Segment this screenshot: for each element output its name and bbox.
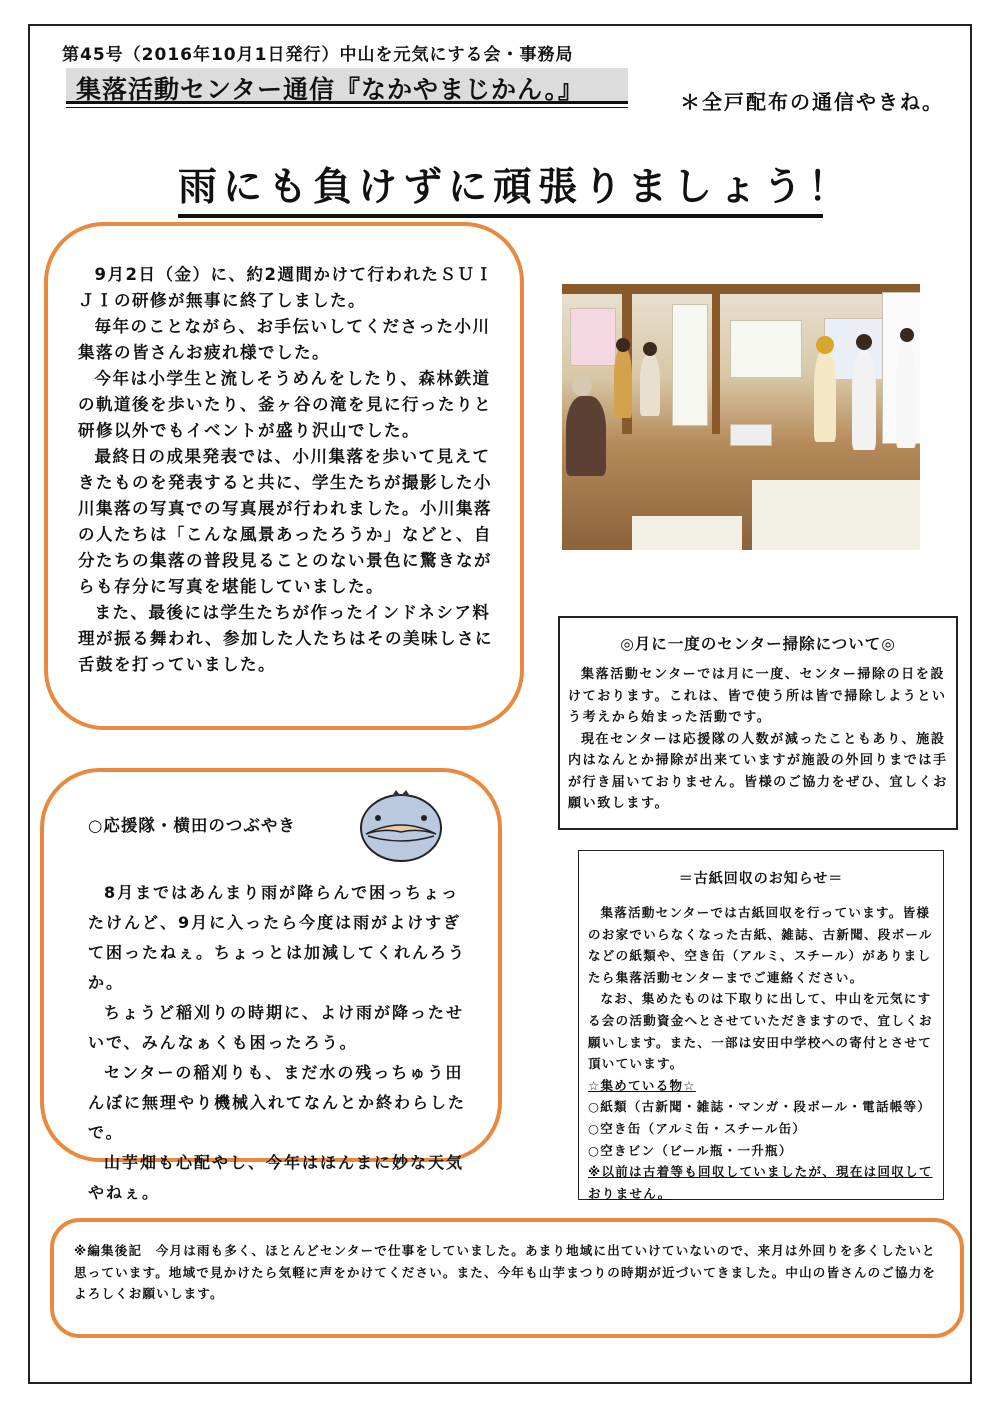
collect-item: ○空きビン（ビール瓶・一升瓶） xyxy=(588,1142,793,1158)
editor-note: ※編集後記 今月は雨も多く、ほとんどセンターで仕事をしていました。あまり地域に出ていけていないので、来月は外回りを多くしたいと思っています。地域で見かけたら気軽に声をかけてください。また、今年も山芋まつりの時期が近づいてきました。中山の皆さんのご協力をよろしくお願いします。 xyxy=(74,1243,937,1301)
photo-floor-posters xyxy=(632,516,742,550)
distribution-note: ＊全戸配布の通信やきね。 xyxy=(680,90,944,114)
cleaning-paragraph: 現在センターは応援隊の人数が減ったこともあり、施設内はなんとか掃除が出来ていますが施設の外回りまでは手が行き届いておりません。皆様のご協力をぜひ、宜しくお願い致します。 xyxy=(568,731,948,811)
recycle-paragraph: なお、集めたものは下取りに出して、中山を元気にする会の活動資金へとさせていただきますので、宜しくお願いします。また、一部は安田中学校への寄付とさせて頂いています。 xyxy=(588,991,933,1072)
photo-poster xyxy=(570,308,616,366)
photo-person xyxy=(852,350,876,450)
recycle-title: ＝古紙回収のお知らせ＝ xyxy=(678,871,844,887)
photo-person xyxy=(614,348,632,418)
headline: 雨にも負けずに頑張りましょう！ xyxy=(178,156,823,218)
collect-item: ○空き缶（アルミ缶・スチール缶） xyxy=(588,1120,807,1136)
photo-person-head xyxy=(616,338,630,352)
photo-whiteboard xyxy=(730,320,802,378)
photo-hanging-scroll xyxy=(672,304,708,426)
tweet-title: ○応援隊・横田のつぶやき xyxy=(88,816,296,835)
tweet-article xyxy=(88,878,468,1208)
report-paragraph: 最終日の成果発表では、小川集落を歩いて見えてきたものを発表すると共に、学生たちが撮影した小川集落の写真での写真展が行われました。小川集落の人たちは「こんな風景あったろうか」などと、自分たちの集落の普段見ることのない景色に驚きながらも存分に写真を堪能していました。 xyxy=(78,447,492,596)
tweet-paragraph: センターの稲刈りも、まだ水の残っちゅう田んぼに無理やり機械入れてなんとか終わらしたで。 xyxy=(88,1063,467,1142)
photo-floor-posters xyxy=(752,480,920,550)
tweet-paragraph: ちょうど稲刈りの時期に、よけ雨が降ったせいで、みんなぁくも困ったろう。 xyxy=(88,1003,465,1052)
event-photo xyxy=(562,284,920,550)
tweet-paragraph: 8月まではあんまり雨が降らんで困っちょったけんど、9月に入ったら今度は雨がよけすぎて困ったねぇ。ちょっとは加減してくれんろうか。 xyxy=(88,883,467,992)
photo-person-head xyxy=(900,328,914,342)
recycle-note: ※以前は古着等も回収していましたが、現在は回収しておりません。 xyxy=(588,1164,933,1201)
photo-person xyxy=(640,354,660,416)
newsletter-title: 集落活動センター通信『なかやまじかん。』 xyxy=(66,68,628,104)
photo-person-head xyxy=(572,376,592,396)
collect-item: ○紙類（古新聞・雑誌・マンガ・段ボール・電話帳等） xyxy=(588,1099,932,1115)
photo-person-head xyxy=(643,342,657,356)
recycle-paragraph: 集落活動センターでは古紙回収を行っています。皆様のお家でいらなくなった古紙、雑誌、古新聞、段ボールなどの紙類や、空き缶（アルミ、スチール）がありましたら集落活動センターまでご連絡ください。 xyxy=(588,905,933,985)
photo-person-head xyxy=(816,336,834,354)
photo-person xyxy=(814,350,836,442)
report-paragraph: 毎年のことながら、お手伝いしてくださった小川集落の皆さんお疲れ様でした。 xyxy=(78,317,491,362)
photo-person-head xyxy=(856,334,872,350)
photo-person xyxy=(896,342,916,448)
report-paragraph: 今年は小学生と流しそうめんをしたり、森林鉄道の軌道後を歩いたり、釜ヶ谷の滝を見に行ったりと研修以外でもイベントが盛り沢山でした。 xyxy=(78,369,492,440)
photo-projector xyxy=(730,424,772,446)
tweet-paragraph: 山芋畑も心配やし、今年はほんまに妙な天気やねぇ。 xyxy=(88,1153,465,1202)
cleaning-title: ◎月に一度のセンター掃除について◎ xyxy=(620,635,896,653)
photo-seated-person xyxy=(566,396,606,476)
collect-heading: ☆集めている物☆ xyxy=(588,1077,696,1093)
fish-mascot-icon xyxy=(358,788,444,864)
cleaning-paragraph: 集落活動センターでは月に一度、センター掃除の日を設けております。これは、皆で使う所は皆で掃除しようという考えから始まった活動です。 xyxy=(568,667,947,725)
cleaning-article xyxy=(568,664,950,815)
report-article xyxy=(78,262,498,678)
photo-ceiling-beam xyxy=(562,284,920,294)
recycle-article xyxy=(588,902,938,1204)
report-paragraph: また、最後には学生たちが作ったインドネシア料理が振る舞われ、参加した人たちはその美味しさに舌鼓を打っていました。 xyxy=(78,603,493,674)
report-paragraph: 9月2日（金）に、約2週間かけて行われたＳＵＩＪＩの研修が無事に終了しました。 xyxy=(78,265,494,310)
photo-pillar xyxy=(712,294,720,434)
issue-line: 第45号（2016年10月1日発行）中山を元気にする会・事務局 xyxy=(62,45,574,65)
